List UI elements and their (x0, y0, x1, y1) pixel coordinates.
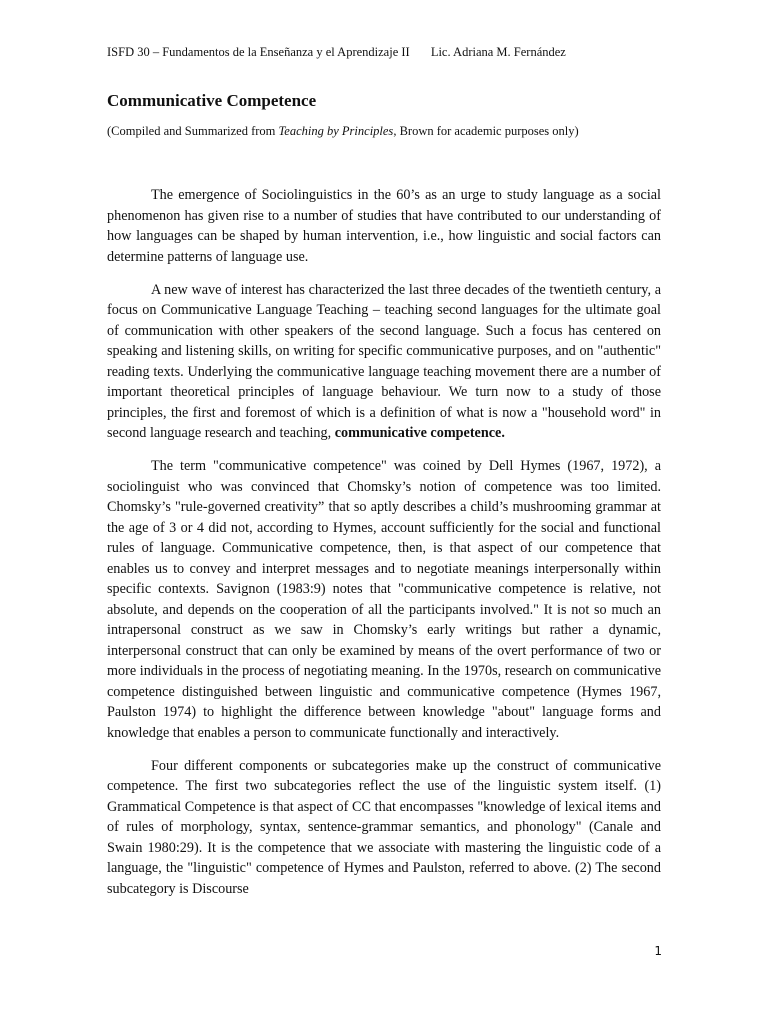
paragraph (107, 756, 661, 900)
subtitle-prefix: (Compiled and Summarized from (107, 124, 279, 138)
paragraph-text: Four different components or subcategories make up the construct of communicative competence. The first two subcategories reflect the use of the linguistic system itself. (1) Grammatical Competence is that aspect of CC that encompasses "knowledge of lexical items and of rules of morphology, syntax, sentence-grammar semantics, and phonology" (Canale and Swain 1980:29). It is the competence that we associate with mastering the linguistic code of a language, the "linguistic" competence of Hymes and Paulston, referred to above. (2) The second subcategory is Discourse (107, 757, 661, 897)
paragraph-text: A new wave of interest has characterized the last three decades of the twentieth century, a focus on Communicative Language Teaching – teaching second languages for the ultimate goal of communication with other speakers of the second language. Such a focus has centered on speaking and listening skills, on writing for specific communicative purposes, and on "authentic" reading texts. Underlying the communicative language teaching movement there are a number of important theoretical principles of language behaviour. We turn now to a study of those principles, the first and foremost of which is a definition of what is now a "household word" in second language research and teaching, (107, 281, 661, 441)
header-course: ISFD 30 – Fundamentos de la Enseñanza y el Aprendizaje II (107, 45, 410, 59)
paragraph-text: The emergence of Sociolinguistics in the 60’s as an urge to study language as a social phenomenon has given rise to a number of studies that have contributed to our understanding of how languages can be shaped by human intervention, i.e., how linguistic and social factors can determine patterns of language use. (107, 187, 661, 265)
document-body (107, 185, 661, 912)
document-title: Communicative Competence (107, 91, 317, 110)
paragraph (107, 185, 661, 267)
page-header (107, 45, 566, 60)
paragraph (107, 280, 661, 444)
header-author: Lic. Adriana M. Fernández (430, 45, 566, 59)
page-number: 1 (654, 944, 662, 958)
subtitle-book-title: Teaching by Principles (278, 124, 394, 138)
subtitle-suffix: , Brown for academic purposes only) (393, 124, 579, 138)
paragraph-text: The term "communicative competence" was coined by Dell Hymes (1967, 1972), a sociolinguist who was convinced that Chomsky’s notion of competence was too limited. Chomsky’s "rule-governed creativity” that so aptly describes a child’s mushrooming grammar at the age of 3 or 4 did not, according to Hymes, account sufficiently for the social and functional rules of language. Communicative competence, then, is that aspect of our competence that enables us to convey and interpret messages and to negotiate meanings interpersonally within specific contexts. Savignon (1983:9) notes that "communicative competence is relative, not absolute, and depends on the cooperation of all the participants involved." It is not so much an intrapersonal construct as we saw in Chomsky’s early writings but rather a dynamic, interpersonal construct that can only be examined by means of the overt performance of two or more individuals in the process of negotiating meaning. In the 1970s, research on communicative competence distinguished between linguistic and communicative competence (Hymes 1967, Paulston 1974) to highlight the difference between knowledge "about" language forms and knowledge that enables a person to communicate functionally and interactively. (107, 458, 661, 741)
paragraph-bold-term: communicative competence. (334, 425, 505, 441)
document-subtitle (107, 124, 579, 139)
paragraph (107, 456, 661, 743)
